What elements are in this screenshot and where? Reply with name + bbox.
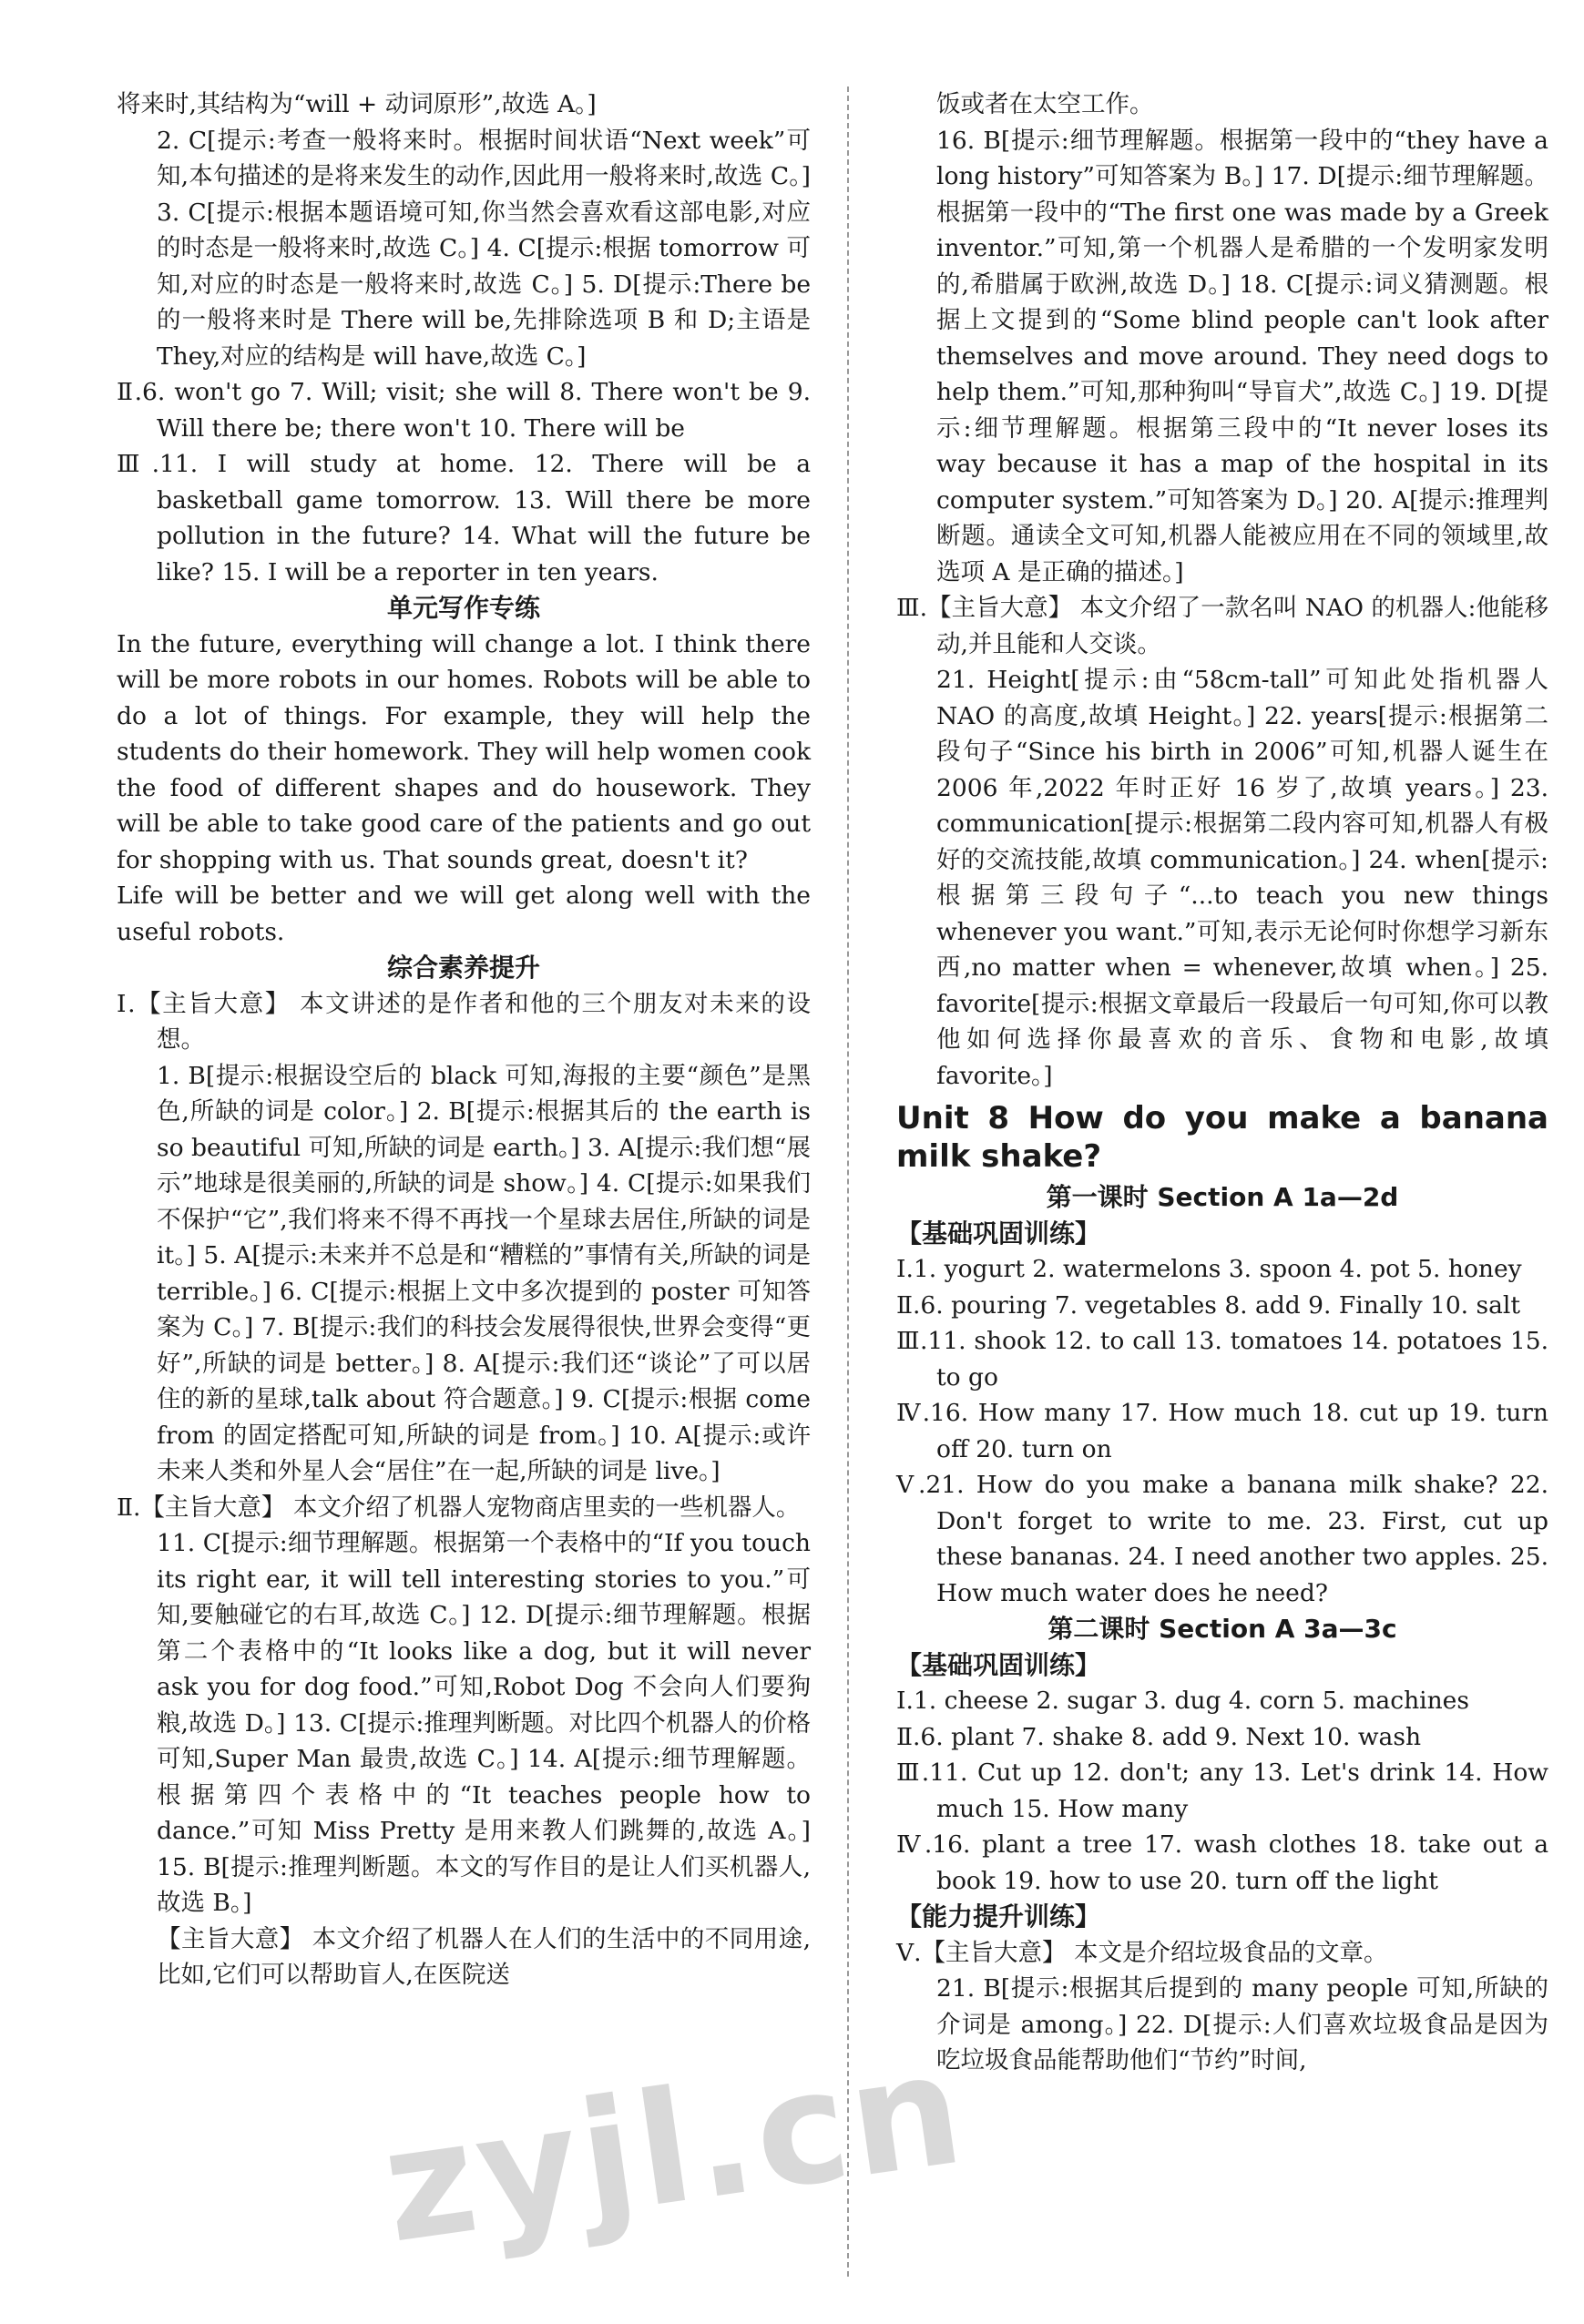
answers-r1: Ⅰ.1. yogurt 2. watermelons 3. spoon 4. pot 5. honey — [896, 1255, 1522, 1283]
comprehensive-section-title: 综合素养提升 — [386, 953, 540, 983]
answers-s3: Ⅲ.11. Cut up 12. don't; any 13. Let's drink 14. How much 15. How many — [896, 1758, 1548, 1823]
answers-r4: Ⅳ.16. How many 17. How much 18. cut up 19. turn off 20. turn on — [896, 1399, 1548, 1463]
answers-s2: Ⅱ.6. plant 7. shake 8. add 9. Next 10. wash — [896, 1722, 1422, 1751]
basic-training-heading-2: 【基础巩固训练】 — [896, 1649, 1101, 1680]
left-p5: Ⅰ.【主旨大意】 本文讲述的是作者和他的三个朋友对未来的设想。 — [117, 989, 811, 1054]
unit-title: Unit 8 How do you make a banana milk shake? — [896, 1100, 1548, 1175]
left-p3: Ⅱ.6. won't go 7. Will; visit; she will 8. There won't be 9. Will there be; there won't 10. There will be — [117, 378, 811, 443]
answers-r2: Ⅱ.6. pouring 7. vegetables 8. add 9. Finally 10. salt — [896, 1290, 1521, 1320]
watermark-logo: zyjl.cn — [373, 2018, 976, 2278]
answers-s4: Ⅳ.16. plant a tree 17. wash clothes 18. take out a book 19. how to use 20. turn off the light — [896, 1830, 1548, 1895]
answers-s5: Ⅴ.【主旨大意】 本文是介绍垃圾食品的文章。 — [896, 1938, 1388, 1967]
answers-s6: 21. B[提示:根据其后提到的 many people 可知,所缺的介词是 among。] 22. D[提示:人们喜欢垃圾食品是因为吃垃圾食品能帮助他们“节约”时间, — [936, 1974, 1548, 2074]
right-p1: 饭或者在太空工作。 — [936, 90, 1154, 118]
right-p4: 21. Height[提示:由“58cm-tall”可知此处指机器人 NAO 的高度,故填 Height。] 22. years[提示:根据第二段句子“Since his birth in 2006”可知,机器人诞生在 2006 年,2022 年时正好 16 岁了,故填 years。] 23. communication[提示:根据第二段内容可知,机器人有极好的交流技能,故填 communication。] 24. when[提示:根据第三段句子“...to teach you new things whenever you want.”可知,表示无论何时你想学习新东西,no matter when = whenever,故填 when。] 25. favorite[提示:根据文章最后一段最后一句可知,你可以教他如何选择你最喜欢的音乐、食物和电影,故填 favorite。] — [936, 666, 1548, 1090]
left-p1: 将来时,其结构为“will + 动词原形”,故选 A。] — [117, 90, 597, 118]
writing-section-title: 单元写作专练 — [386, 593, 540, 623]
left-p4: Ⅲ.11. I will study at home. 12. There will be a basketball game tomorrow. 13. Will there be more pollution in the future? 14. What will the future be like? 15. I will be a reporter in ten years. — [117, 450, 811, 586]
left-column — [117, 87, 811, 1993]
left-p2: 2. C[提示:考查一般将来时。根据时间状语“Next week”可知,本句描述的是将来发生的动作,因此用一般将来时,故选 C。] 3. C[提示:根据本题语境可知,你当然会喜欢看这部电影,对应的时态是一般将来时,故选 C。] 4. C[提示:根据 tomorrow 可知,对应的时态是一般将来时,故选 C。] 5. D[提示:There be 的一般将来时是 There will be,先排除选项 B 和 D;主语是 They,对应的结构是 will have,故选 C。] — [157, 126, 811, 371]
lesson-2-title: 第二课时 Section A 3a—3c — [1047, 1614, 1397, 1644]
left-p8: 11. C[提示:细节理解题。根据第一个表格中的“If you touch its right ear, it will tell interesting stories to you.”可知,要触碰它的右耳,故选 C。] 12. D[提示:细节理解题。根据第二个表格中的“It looks like a dog, but it will never ask you for dog food.”可知,Robot Dog 不会向人们要狗粮,故选 D。] 13. C[提示:推理判断题。对比四个机器人的价格可知,Super Man 最贵,故选 C。] 14. A[提示:细节理解题。根据第四个表格中的“It teaches people how to dance.”可知 Miss Pretty 是用来教人们跳舞的,故选 A。] 15. B[提示:推理判断题。本文的写作目的是让人们买机器人,故选 B。] — [157, 1529, 811, 1917]
right-column — [896, 87, 1548, 2079]
left-p6: 1. B[提示:根据设空后的 black 可知,海报的主要“颜色”是黑色,所缺的词是 color。] 2. B[提示:根据其后的 the earth is so beautiful 可知,所缺的词是 earth。] 3. A[提示:我们想“展示”地球是很美丽的,所缺的词是 show。] 4. C[提示:如果我们不保护“它”,我们将来不得不再找一个星球去居住,所缺的词是 it。] 5. A[提示:未来并不总是和“糟糕的”事情有关,所缺的词是 terrible。] 6. C[提示:根据上文中多次提到的 poster 可知答案为 C。] 7. B[提示:我们的科技会发展得很快,世界会变得“更好”,所缺的词是 better。] 8. A[提示:我们还“谈论”了可以居住的新的星球,talk about 符合题意。] 9. C[提示:根据 come from 的固定搭配可知,所缺的词是 from。] 10. A[提示:或许未来人类和外星人会“居住”在一起,所缺的词是 live。] — [157, 1061, 811, 1485]
right-p3: Ⅲ.【主旨大意】 本文介绍了一款名叫 NAO 的机器人:他能移动,并且能和人交谈。 — [896, 594, 1548, 658]
answers-r5: Ⅴ.21. How do you make a banana milk shake? 22. Don't forget to write to me. 23. First, cut up these bananas. 24. I need another two apples. 25. How much water does he need? — [896, 1471, 1548, 1607]
answers-s1: Ⅰ.1. cheese 2. sugar 3. dug 4. corn 5. machines — [896, 1687, 1469, 1715]
right-p2: 16. B[提示:细节理解题。根据第一段中的“they have a long history”可知答案为 B。] 17. D[提示:细节理解题。根据第一段中的“The first one was made by a Greek inventor.”可知,第一个机器人是希腊的一个发明家发明的,希腊属于欧洲,故选 D。] 18. C[提示:词义猜测题。根据上文提到的“Some blind people can't look after themselves and move around. They need dogs to help them.”可知,那种狗叫“导盲犬”,故选 C。] 19. D[提示:细节理解题。根据第三段中的“It never loses its way because it has a map of the hospital in its computer system.”可知答案为 D。] 20. A[提示:推理判断题。通读全文可知,机器人能被应用在不同的领域里,故选项 A 是正确的描述。] — [936, 126, 1548, 586]
left-p9: 【主旨大意】 本文介绍了机器人在人们的生活中的不同用途,比如,它们可以帮助盲人,在医院送 — [157, 1924, 811, 1989]
basic-training-heading-1: 【基础巩固训练】 — [896, 1218, 1101, 1249]
left-p7: Ⅱ.【主旨大意】 本文介绍了机器人宠物商店里卖的一些机器人。 — [117, 1493, 801, 1522]
lesson-1-title: 第一课时 Section A 1a—2d — [1046, 1182, 1399, 1212]
writing-paragraph-2: Life will be better and we will get along well with the useful robots. — [117, 882, 811, 946]
answers-r3: Ⅲ.11. shook 12. to call 13. tomatoes 14. potatoes 15. to go — [896, 1327, 1548, 1391]
column-divider — [847, 87, 849, 2277]
ability-training-heading: 【能力提升训练】 — [896, 1901, 1101, 1932]
writing-paragraph-1: In the future, everything will change a lot. I think there will be more robots in our homes. Robots will be able to do a lot of things. For example, they will help the students do their homework. They will help women cook the food of different shapes and do housework. They will be able to take good care of the patients and go out for shopping with us. That sounds great, doesn't it? — [117, 629, 811, 874]
